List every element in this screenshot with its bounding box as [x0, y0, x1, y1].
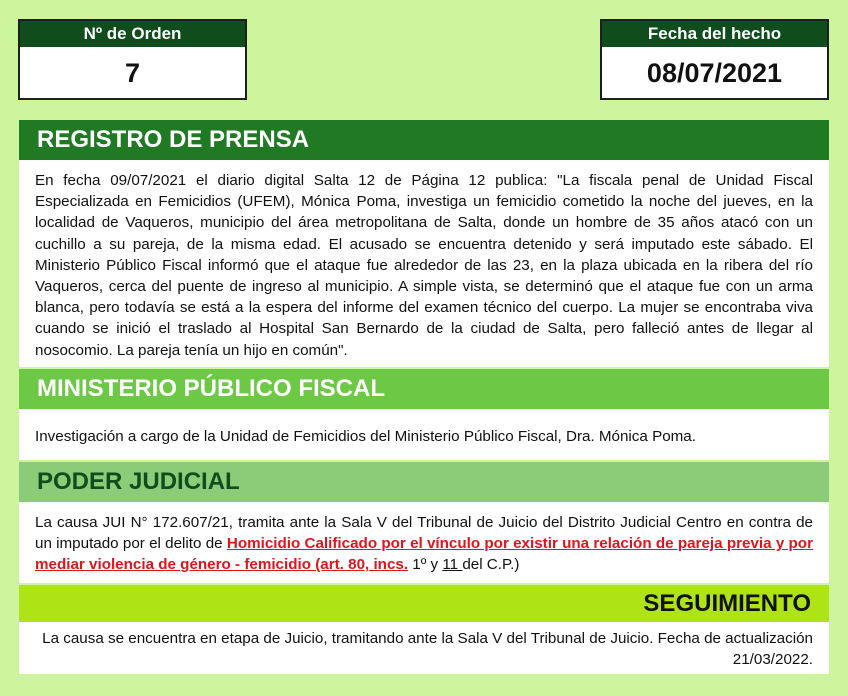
follow-up-text: La causa se encuentra en etapa de Juicio, tramitando ante la Sala V del Tribunal de Juicio. Fecha de actualización 21/03/2022. [19, 622, 829, 674]
press-record-heading: REGISTRO DE PRENSA [19, 120, 829, 160]
order-number-value: 7 [124, 57, 141, 88]
event-date-label: Fecha del hecho [602, 21, 827, 47]
subsection-one: 1º y [408, 556, 443, 574]
judiciary-text-outro: del C.P.) [462, 556, 520, 574]
prosecutor-office-heading: MINISTERIO PÚBLICO FISCAL [19, 369, 829, 409]
order-number-box [18, 19, 247, 100]
crime-description-link[interactable]: Homicidio Calificado por el vínculo por existir una relación de pareja previa y por mediar violencia de género - femicidio (art. 80, incs. [35, 535, 813, 574]
prosecutor-office-text: Investigación a cargo de la Unidad de Femicidios del Ministerio Público Fiscal, Dra. Mónica Poma. [19, 409, 829, 460]
event-date-box [600, 19, 829, 100]
judiciary-heading: PODER JUDICIAL [19, 462, 829, 502]
judiciary-text-intro: La causa JUI N° 172.607/21, tramita ante la Sala V del Tribunal de Juicio del Distrito Judicial Centro en contra de un imputado por el delito de [35, 514, 813, 553]
press-record-text: En fecha 09/07/2021 el diario digital Salta 12 de Página 12 publica: "La fiscala penal de Unidad Fiscal Especializada en Femicidios (UFEM), Mónica Poma, investiga un femicidio cometido la noche del jueves, en la localidad de Vaqueros, municipio del área metropolitana de Salta, donde un hombre de 35 años atacó con un cuchillo a su pareja, de la misma edad. El acusado se encuentra detenido y será imputado este sábado. El Ministerio Público Fiscal informó que el ataque fue alrededor de las 23, en la plaza ubicada en la ribera del río Vaqueros, cerca del puente de ingreso al municipio. A simple vista, se determinó que el ataque fue con un arma blanca, pero todavía se está a la espera del informe del examen técnico del cuerpo. La mujer se encontraba viva cuando se inició el traslado al Hospital San Bernardo de la ciudad de Salta, pero falleció antes de llegar al nosocomio. La pareja tenía un hijo en común". [19, 160, 829, 367]
subsection-eleven-link[interactable]: 11 [442, 556, 463, 574]
order-number-label: Nº de Orden [20, 21, 245, 47]
event-date-value: 08/07/2021 [646, 57, 783, 88]
follow-up-heading: SEGUIMIENTO [19, 585, 829, 622]
judiciary-text [19, 502, 829, 583]
